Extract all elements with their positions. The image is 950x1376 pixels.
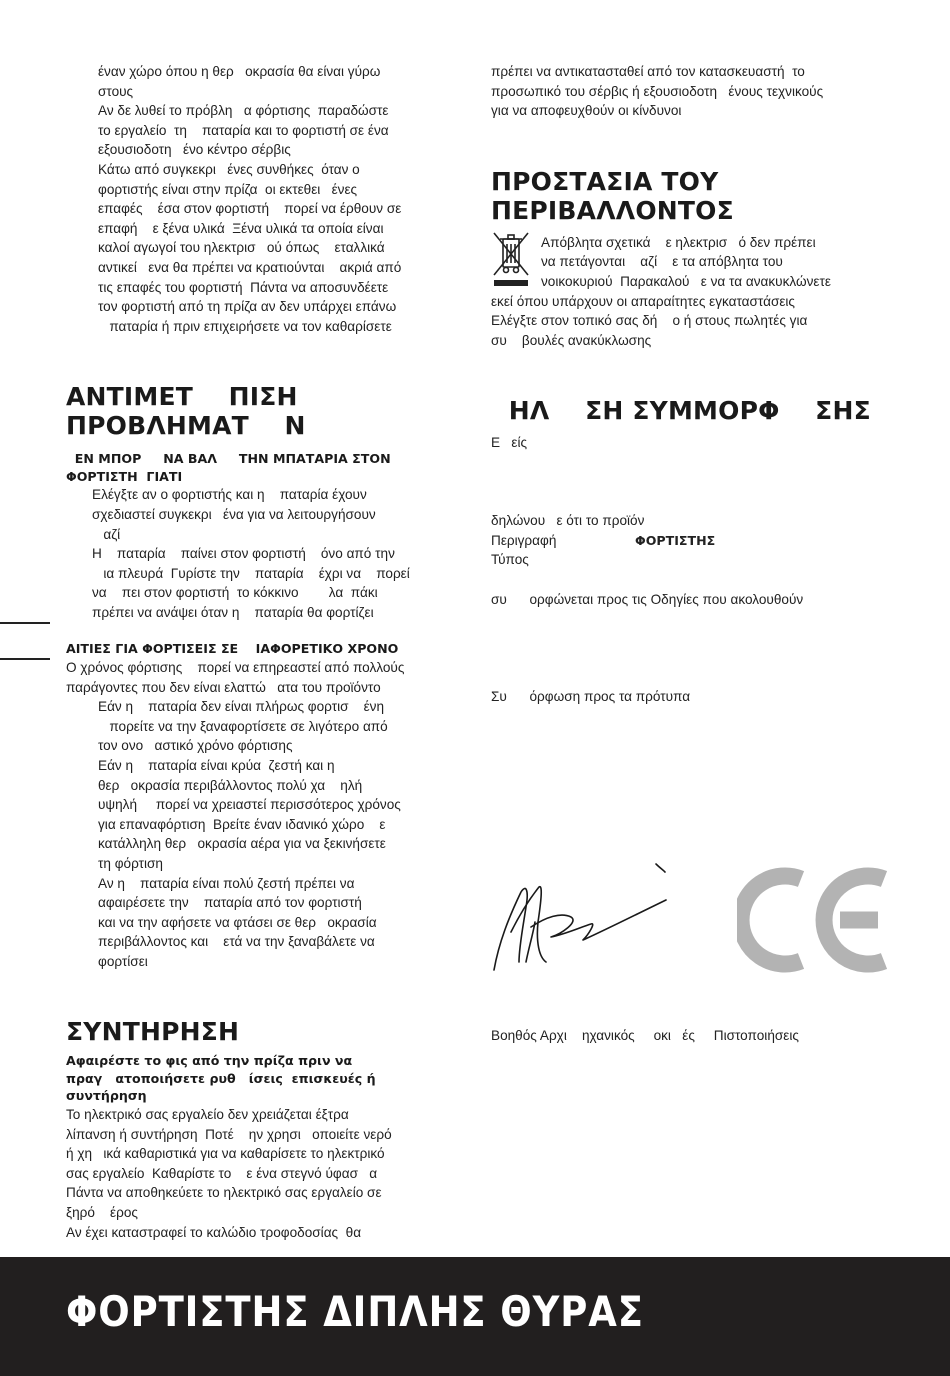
text-line: το εργαλείο τη παταρία και το φορτιστή σε ένα — [98, 122, 389, 138]
text-line: και να την αφήσετε να φτάσει σε θερ οκρασία — [98, 914, 377, 930]
text-line: εξουσιοδοτη ένο κέντρο σέρβις — [98, 142, 291, 158]
troubleshooting-title: ΑΝΤΙΜΕΤ ΠΙΣΗ ΠΡΟΒΛΗΜΑΤ Ν — [66, 382, 306, 441]
intro-text — [66, 62, 466, 336]
description-row — [491, 531, 891, 551]
description-value: ΦΟΡΤΙΣΤΗΣ — [635, 532, 716, 548]
declaration-we: Ε είς — [491, 435, 528, 451]
cord-replacement-text — [491, 62, 891, 121]
maintenance-text — [66, 1105, 466, 1242]
warning-line: Αφαιρέστε το φις από την πρίζα πριν να — [66, 1053, 353, 1069]
text-line: αντικεί ενα θα πρέπει να κρατιούνται ακριά από — [98, 259, 402, 275]
text-line: Αν δε λυθεί το πρόβλη α φόρτισης παραδώστε — [98, 103, 389, 119]
text-line: αφαιρέσετε την παταρία από τον φορτιστή — [98, 895, 362, 911]
environment-text — [491, 292, 891, 351]
maintenance-warning — [66, 1052, 466, 1105]
environment-title: ΠΡΟΣΤΑΣΙΑ ΤΟΥ ΠΕΡΙΒΑΛΛΟΝΤΟΣ — [491, 166, 734, 225]
text-line: τον φορτιστή από τη πρίζα αν δεν υπάρχει επάνω — [98, 299, 397, 315]
text-line: Απόβλητα σχετικά ε ηλεκτρισ ό δεν πρέπει — [541, 234, 816, 250]
type-label: Τύπος — [491, 552, 529, 568]
text-line: πρέπει να ανάψει όταν η παταρία θα φορτίζει — [92, 604, 374, 620]
q2-heading: ΑΙΤΙΕΣ ΓΙΑ ΦΟΡΤΙΣΕΙΣ ΣΕ ΙΑΦΟΡΕΤΙΚΟ ΧΡΟΝΟ — [66, 641, 399, 657]
text-line: πορείτε να την ξαναφορτίσετε σε λιγότερο από — [98, 718, 388, 734]
footer-title: ΦΟΡΤΙΣΤΗΣ ΔΙΠΛΗΣ ΘΥΡΑΣ — [66, 1287, 644, 1336]
text-line: επαφή ε ξένα υλικά Ξένα υλικά τα οποία είναι — [98, 220, 384, 236]
warning-line: πραγ ατοποιήσετε ρυθ ίσεις επισκευές ή — [66, 1070, 376, 1086]
text-line: φορτιστής είναι στην πρίζα οι εκτεθει ένες — [98, 181, 358, 197]
text-line: Κάτω από συγκεκρι ένες συνθήκες όταν ο — [98, 161, 360, 177]
weee-notice — [491, 233, 891, 292]
signature — [491, 862, 681, 977]
text-line: συ βουλές ανακύκλωσης — [491, 332, 652, 348]
text-line: Ελέγξτε αν ο φορτιστής και η παταρία έχουν — [92, 487, 367, 503]
text-line: Η παταρία παίνει στον φορτιστή όνο από την — [92, 546, 395, 562]
text-line: εκεί όπου υπάρχουν οι απαραίτητες εγκαταστάσεις — [491, 293, 795, 309]
text-line: τον ονο αστικό χρόνο φόρτισης — [98, 738, 293, 754]
text-line: νοικοκυριού Παρακαλού ε να τα ανακυκλώνετε — [541, 273, 831, 289]
text-line: Ο χρόνος φόρτισης πορεί να επηρεαστεί από πολλούς — [66, 659, 405, 675]
text-line: Εάν η παταρία είναι κρύα ζεστή και η — [98, 757, 335, 773]
text-line: παταρία ή πριν επιχειρήσετε να τον καθαρίσετε — [98, 318, 392, 334]
declaration-statement: δηλώνου ε ότι το προϊόν — [491, 512, 645, 528]
text-line: λίπανση ή συντήρηση Ποτέ ην χρησι οποιείτε νερό — [66, 1126, 392, 1142]
text-line: Ελέγξτε στον τοπικό σας δή ο ή στους πωλητές για — [491, 313, 808, 329]
text-line: ξηρό έρος — [66, 1204, 138, 1220]
text-line: για να αποφευχθούν οι κίνδυνοι — [491, 103, 682, 119]
text-line: υψηλή πορεί να χρειαστεί περισσότερος χρόνος — [98, 797, 401, 813]
text-line: επαφές έσα στον φορτιστή πορεί να έρθουν σε — [98, 201, 402, 217]
text-line: αζί — [92, 526, 121, 542]
standards-statement: Συ όρφωση προς τα πρότυπα — [491, 689, 691, 705]
text-line: πρέπει να αντικατασταθεί από τον κατασκευαστή το — [491, 64, 805, 79]
right-column — [491, 62, 891, 707]
text-line: Αν έχει καταστραφεί το καλώδιο τροφοδοσίας θα — [66, 1224, 362, 1240]
text-line: να πετάγονται αζί ε τα απόβλητα του — [541, 254, 783, 270]
text-line: Εάν η παταρία δεν είναι πλήρως φορτισ ένη — [98, 699, 384, 715]
text-line: παράγοντες που δεν είναι ελαττώ ατα του προϊόντο — [66, 679, 381, 695]
text-line: θερ οκρασία περιβάλλοντος πολύ χα ηλή — [98, 777, 363, 793]
q1-heading: ΕΝ ΜΠΟΡ ΝΑ ΒΑΛ ΤΗΝ ΜΠΑΤΑΡΙΑ ΣΤΟΝ ΦΟΡΤΙΣΤΗ ΓΙΑΤΙ — [66, 451, 391, 484]
margin-divider — [0, 622, 50, 624]
text-line: τις επαφές του φορτιστή Πάντα να αποσυνδέετε — [98, 279, 389, 295]
directives-statement: συ ορφώνεται προς τις Οδηγίες που ακολουθούν — [491, 591, 804, 607]
text-line: ια πλευρά Γυρίστε την παταρία έχρι να πορεί — [92, 565, 410, 581]
text-line: ή χη ικά καθαριστικά για να καθαρίσετε το ηλεκτρικό — [66, 1146, 385, 1162]
text-line: περιβάλλοντος και ετά να την ξαναβάλετε να — [98, 934, 375, 950]
left-column — [66, 62, 466, 1242]
q2-answer — [66, 697, 466, 971]
text-line: προσωπικό του σέρβις ή εξουσιοδοτη ένους τεχνικούς — [491, 83, 824, 99]
text-line: καλοί αγωγοί του ηλεκτρισ ού όπως εταλλικά — [98, 240, 385, 256]
weee-crossed-bin-icon — [491, 231, 531, 287]
text-line: φορτίσει — [98, 953, 148, 969]
description-label: Περιγραφή — [491, 532, 557, 548]
signer-title: Βοηθός Αρχι ηχανικός οκι ές Πιστοποιήσεις — [491, 1028, 799, 1043]
text-line: στους — [98, 83, 134, 99]
text-line: έναν χώρο όπου η θερ οκρασία θα είναι γύρω — [98, 64, 381, 79]
text-line: για επαναφόρτιση Βρείτε έναν ιδανικό χώρο ε — [98, 816, 386, 832]
text-line: Το ηλεκτρικό σας εργαλείο δεν χρειάζεται έξτρα — [66, 1106, 349, 1122]
q2-intro — [66, 658, 466, 697]
text-line: σχεδιαστεί συγκεκρι ένα για να λειτουργήσουν — [92, 506, 376, 522]
text-line: Αν η παταρία είναι πολύ ζεστή πρέπει να — [98, 875, 355, 891]
text-line: να πει στον φορτιστή το κόκκινο λα πάκι — [92, 585, 378, 601]
text-line: τη φόρτιση — [98, 855, 163, 871]
declaration-title: ΗΛ ΣΗ ΣΥΜΜΟΡΦ ΣΗΣ — [491, 396, 871, 426]
q1-answer — [66, 485, 466, 622]
warning-line: συντήρηση — [66, 1088, 147, 1104]
text-line: κατάλληλη θερ οκρασία αέρα για να ξεκινήσετε — [98, 836, 386, 852]
ce-mark-icon — [737, 866, 887, 974]
footer-bar — [0, 1257, 950, 1376]
maintenance-title: ΣΥΝΤΗΡΗΣΗ — [66, 1017, 240, 1047]
text-line: Πάντα να αποθηκεύετε το ηλεκτρικό σας εργαλείο σε — [66, 1185, 382, 1201]
text-line: σας εργαλείο Καθαρίστε το ε ένα στεγνό ύφασ α — [66, 1165, 378, 1181]
margin-divider — [0, 658, 50, 660]
